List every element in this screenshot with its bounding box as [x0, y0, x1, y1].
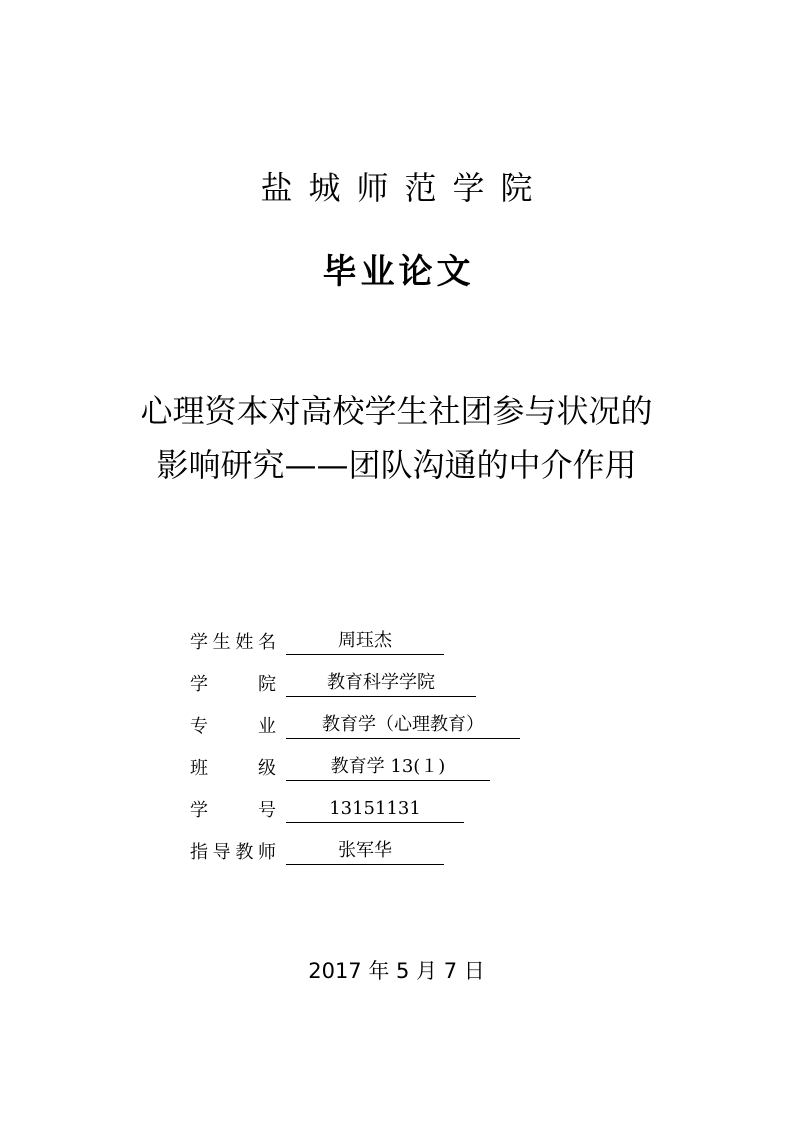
thesis-title	[0, 384, 793, 492]
submission-date: 2017 年 5 月 7 日	[308, 959, 485, 983]
info-label: 学 号	[190, 800, 276, 821]
info-value-major: 教育学（心理教育）	[286, 706, 520, 739]
thesis-title-line-1: 心理资本对高校学生社团参与状况的	[140, 392, 653, 430]
info-row-major	[190, 706, 550, 748]
info-label: 学 生 姓 名	[190, 632, 276, 653]
info-row-class	[190, 748, 550, 790]
info-value-college: 教育科学学院	[286, 664, 476, 697]
info-row-college	[190, 664, 550, 706]
info-row-student-id	[190, 790, 550, 832]
university-name: 盐城师范学院	[260, 169, 549, 207]
info-row-student-name	[190, 622, 550, 664]
info-table	[190, 622, 550, 874]
info-value-advisor: 张军华	[286, 832, 444, 865]
thesis-title-line-2: 影响研究——团队沟通的中介作用	[156, 446, 637, 484]
info-label: 班 级	[190, 758, 276, 779]
info-value-class: 教育学 13(１)	[286, 748, 490, 781]
info-label: 专 业	[190, 716, 276, 737]
info-value-student-name: 周珏杰	[286, 622, 444, 655]
info-value-student-id: 13151131	[286, 790, 464, 823]
info-label: 学 院	[190, 674, 276, 695]
info-row-advisor	[190, 832, 550, 874]
document-type: 毕业论文	[322, 252, 475, 292]
info-label: 指 导 教 师	[190, 842, 276, 863]
